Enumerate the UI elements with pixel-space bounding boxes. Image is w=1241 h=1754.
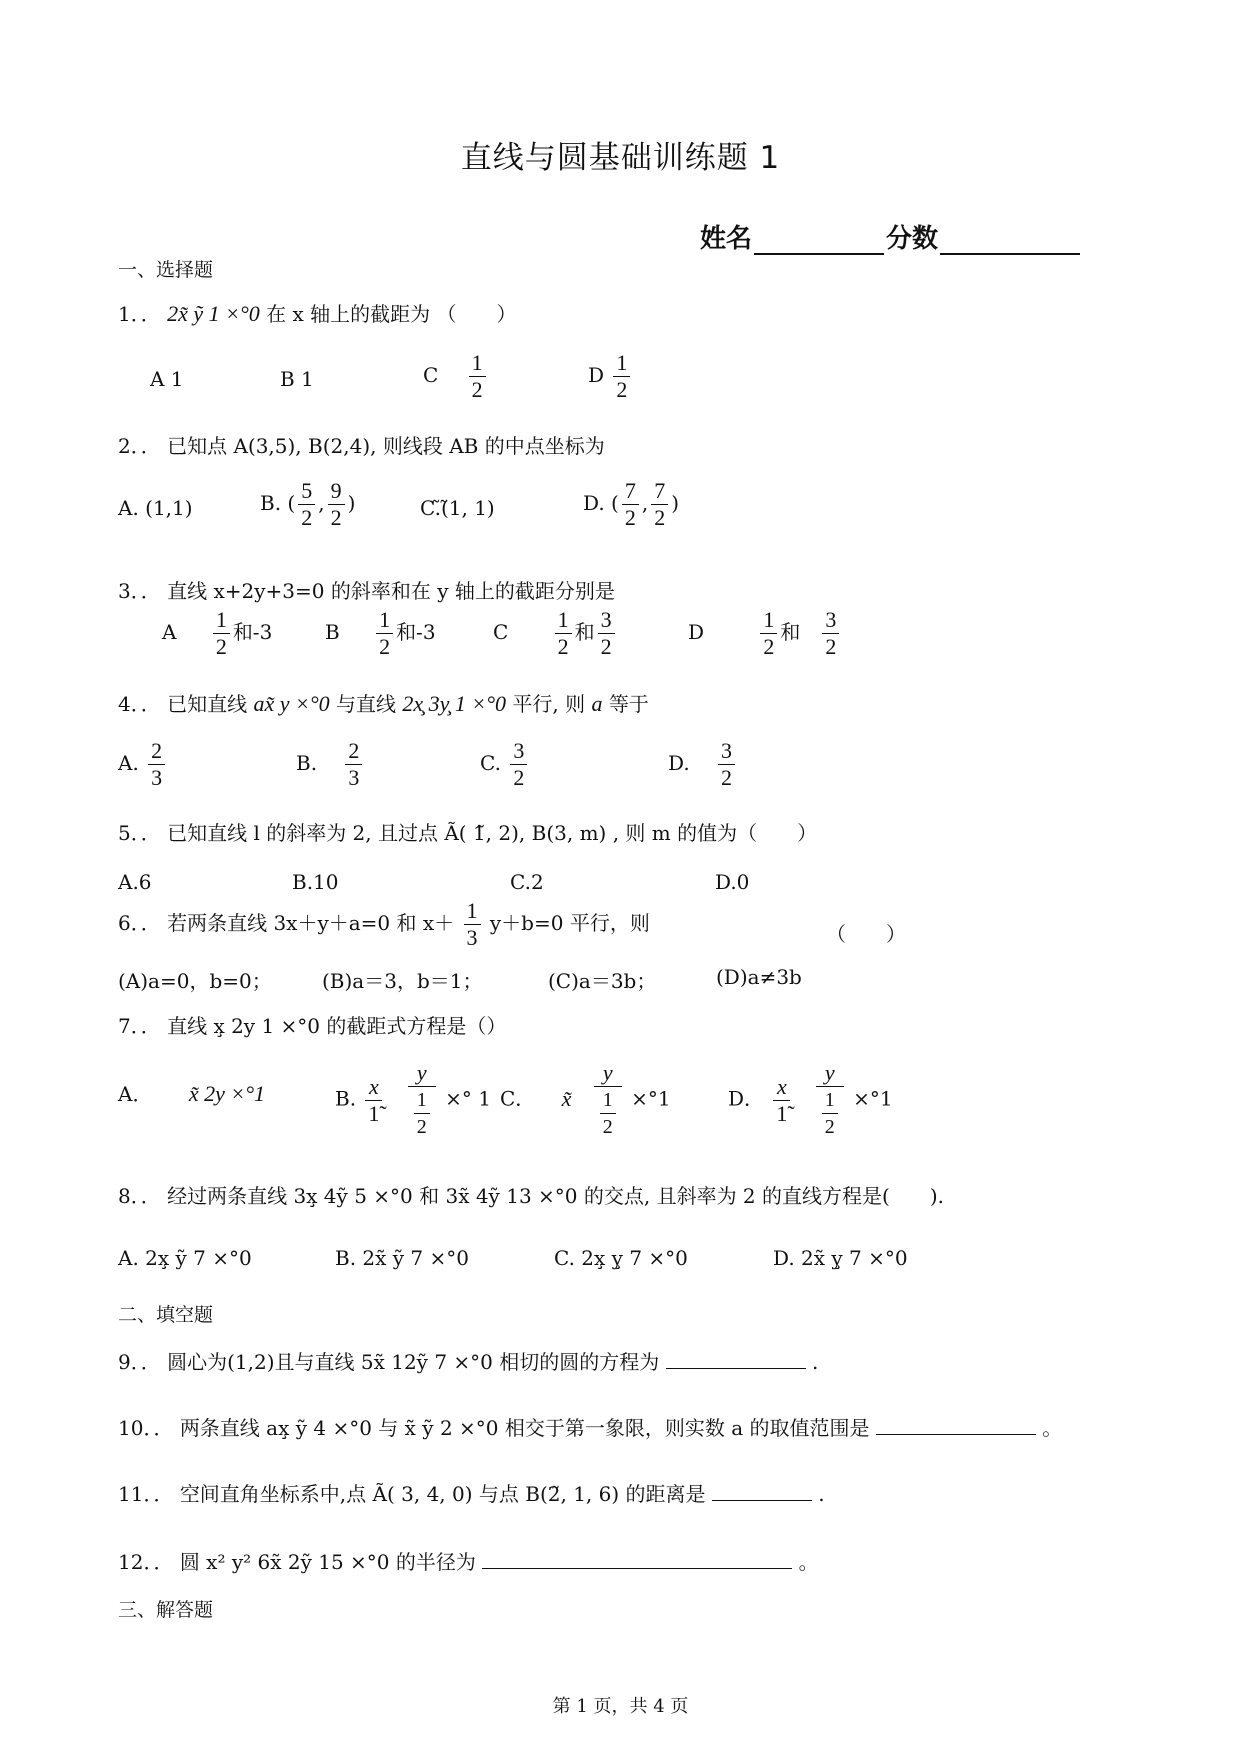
fraction: $\frac{1}{3}$ [464,898,481,951]
question-text: . [818,1482,825,1506]
option-label: B. [296,751,318,775]
question-2 [118,430,605,459]
fraction: $\frac{7}{2}$ [622,478,639,531]
name-blank[interactable] [754,227,884,255]
answer-blank[interactable] [712,1480,812,1501]
question-text: y＋b=0 平行，则 [489,911,650,935]
question-text: 已知直线 [167,692,248,716]
fraction: $\frac{1}{2}$ [376,607,393,660]
option-text: ×°1 [853,1086,893,1111]
option-d[interactable]: (D)a≠3b [716,965,802,989]
name-label: 姓名 [700,224,753,254]
option-text: ×° 1 [445,1086,491,1111]
question-text: 直线 x+2y+3=0 的斜率和在 y 轴上的截距分别是 [167,579,615,603]
option-label: C [493,620,509,644]
option-b[interactable]: B. 2x̃ ỹ 7 ×°0 [335,1246,469,1270]
fraction: $\frac{1}{2}$ [613,350,630,403]
answer-blank[interactable] [666,1348,806,1369]
option-d[interactable]: D. 2x̃ y̧ 7 ×°0 [773,1246,908,1270]
fraction: $\frac{3}{2}$ [822,607,839,660]
option-b[interactable]: B. ( $\frac{5}{2}$ , $\frac{9}{2}$ ) [260,478,356,530]
option-text: 和 [780,620,801,644]
option-b[interactable] [296,738,365,791]
fraction: $\frac{3}{2}$ [718,738,735,791]
question-3 [118,575,615,604]
option-c[interactable] [500,1060,671,1140]
option-d[interactable]: D.0 [715,870,750,894]
question-text: 在 x 轴上的截距为 （ ） [266,302,517,326]
option-a[interactable]: A. (1,1) [118,496,193,520]
question-number: 9．． [118,1350,161,1374]
option-label: A [162,620,177,644]
option-b[interactable]: B 1 [280,367,314,391]
question-number: 11．． [118,1482,174,1506]
fraction: $\frac{y}{\frac{1}{2}}$ [408,1060,436,1140]
question-text: 已知点 A(3,5), B(2,4), 则线段 AB 的中点坐标为 [167,434,605,458]
question-text: 与直线 [336,692,396,716]
question-12 [118,1546,819,1575]
option-label: D. [583,491,605,515]
option-d[interactable] [588,350,633,403]
page-title: 直线与圆基础训练题 1 [460,140,781,176]
option-d[interactable] [688,607,842,660]
answer-blank[interactable] [876,1414,1036,1435]
section-heading-choice: 一、选择题 [118,259,214,281]
answer-paren[interactable]: （ ） [826,922,906,946]
equation: x̃ 2y ×°1 [188,1081,265,1106]
option-text: 和-3 [396,620,436,644]
fraction: $\frac{5}{2}$ [298,478,315,531]
option-a[interactable]: (A)a=0，b=0； [118,969,272,993]
question-5 [118,817,817,846]
fraction: $\frac{1}{2}$ [469,350,486,403]
question-number: 2．． [118,434,161,458]
fraction: $\frac{7}{2}$ [651,478,668,531]
question-4 [118,688,649,717]
option-c[interactable]: (C)a＝3b； [548,969,657,993]
question-6 [118,898,650,951]
option-label: C． [500,1086,536,1111]
question-9 [118,1346,818,1375]
option-a[interactable] [118,1078,265,1107]
question-text: 经过两条直线 3x̧ 4ỹ 5 ×°0 和 3x̃ 4ỹ 13 ×°0 的交点, 且斜率为 2 的直线方程是( ). [167,1184,944,1208]
option-label: D [688,620,705,644]
option-b[interactable] [325,607,436,660]
option-c[interactable] [423,350,489,403]
fraction: $\frac{1}{2}$ [555,607,572,660]
fraction: $\frac{9}{2}$ [328,478,345,531]
option-label: B. [335,1086,357,1111]
variable: x̃ [561,1085,572,1111]
option-c[interactable]: C. 2x̧ y̧ 7 ×°0 [554,1246,688,1270]
option-label: B. [260,491,282,515]
option-a[interactable]: A 1 [150,367,184,391]
question-text: . [811,1350,819,1374]
question-10 [118,1412,1062,1441]
option-label: A． [118,1082,153,1106]
equation: 2x̃ ỹ 1 ×°0 [167,301,260,326]
name-score-bar [700,218,1130,255]
question-text: 圆 x² y² 6x̃ 2ỹ 15 ×°0 的半径为 [179,1550,476,1574]
question-text: 直线 x̧ 2y 1 ×°0 的截距式方程是（） [167,1014,507,1038]
option-label: C. [480,751,501,775]
question-7 [118,1010,506,1039]
question-number: 8．． [118,1184,161,1208]
fraction: $\frac{y}{\frac{1}{2}}$ [816,1060,844,1140]
question-11 [118,1478,825,1507]
fraction: $\frac{y}{\frac{1}{2}}$ [594,1060,622,1140]
score-label: 分数 [886,224,939,254]
question-text: 空间直角坐标系中,点 Ã( 3, 4, 0) 与点 B(2̃, 1, 6) 的距离是 [179,1482,706,1506]
question-text: 。 [1042,1416,1063,1440]
fraction: $\frac{1}{2}$ [213,607,230,660]
option-c[interactable] [480,738,530,791]
question-number: 12．． [118,1550,174,1574]
option-label: D． [728,1086,765,1111]
option-a[interactable] [118,738,168,791]
equation: 2x̧ 3y̧ 1 ×°0 [402,691,507,716]
option-a[interactable] [162,607,272,660]
option-b[interactable] [335,1060,491,1140]
option-d[interactable]: D. ( $\frac{7}{2}$ , $\frac{7}{2}$ ) [583,478,680,530]
option-a[interactable]: A.6 [118,870,152,894]
fraction: $\frac{3}{2}$ [510,738,527,791]
option-label: A. [118,751,139,775]
option-label: D [588,363,605,387]
section-heading-solve: 三、解答题 [118,1599,214,1621]
option-c[interactable]: C.̃(̃1, 1) [420,496,495,520]
option-text: ×°1 [631,1086,671,1111]
question-text: 平行, 则 [512,692,586,716]
fraction: $\frac{2}{3}$ [148,738,165,791]
option-label: D. [668,751,690,775]
question-text: 圆心为(1,2)且与直线 5x̃ 12ỹ 7 ×°0 相切的圆的方程为 [167,1350,660,1374]
question-text: 已知直线 l 的斜率为 2, 且过点 Ã( 1̃, 2), B(3, m) , 则 m 的值为（ ） [167,821,818,845]
score-blank[interactable] [940,227,1080,255]
question-8 [118,1180,944,1209]
question-number: 10．． [118,1416,174,1440]
question-number: 6．． [118,911,161,935]
option-label: B [325,620,340,644]
section-heading-fill: 二、填空题 [118,1304,214,1326]
fraction: $\frac{x}{1̃}$ [365,1074,382,1127]
question-number: 7．． [118,1014,161,1038]
equation: ax̃ y ×°0 [253,691,330,716]
option-c[interactable]: C.2 [510,870,544,894]
question-number: 1．． [118,302,161,326]
question-number: 3．． [118,579,161,603]
option-d[interactable] [728,1060,893,1140]
question-text: 两条直线 ax̧ ỹ 4 ×°0 与 x̃ ỹ 2 ×°0 相交于第一象限，则实数 a 的取值范围是 [179,1416,870,1440]
question-text: 若两条直线 3x＋y＋a=0 和 x＋ [167,911,455,935]
option-label: C [423,363,439,387]
page-footer: 第 1 页，共 4 页 [552,1696,689,1717]
option-text: 和-3 [232,620,273,644]
option-b[interactable]: B.10 [292,870,339,894]
fraction: $\frac{x}{1̃}$ [773,1074,790,1127]
option-d[interactable] [668,738,738,791]
option-c[interactable] [493,607,618,660]
question-1 [118,298,517,327]
fraction: $\frac{1}{2}$ [760,607,777,660]
question-number: 4．． [118,692,161,716]
fraction: $\frac{3}{2}$ [598,607,615,660]
question-number: 5．． [118,821,161,845]
option-a[interactable]: A. 2x̧ ỹ 7 ×°0 [118,1246,252,1270]
answer-blank[interactable] [482,1548,792,1569]
variable: a [591,691,603,716]
option-b[interactable]: (B)a＝3，b＝1； [322,969,483,993]
question-text: 。 [798,1550,819,1574]
question-text: 等于 [608,692,649,716]
option-text: 和 [574,620,595,644]
fraction: $\frac{2}{3}$ [345,738,362,791]
